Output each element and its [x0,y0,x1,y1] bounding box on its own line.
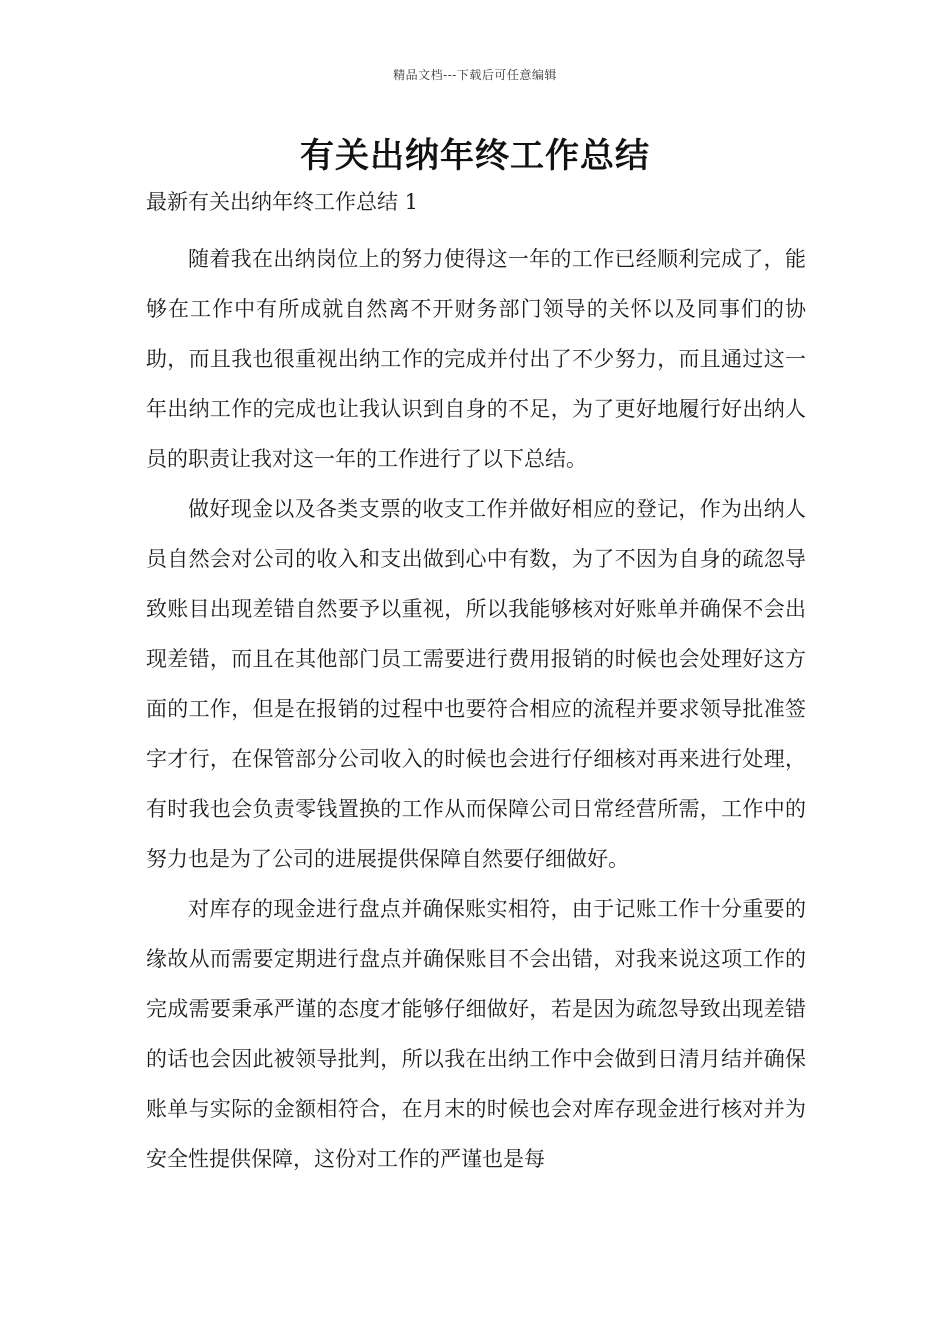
paragraph-1: 随着我在出纳岗位上的努力使得这一年的工作已经顺利完成了，能够在工作中有所成就自然离不开财务部门领导的关怀以及同事们的协助，而且我也很重视出纳工作的完成并付出了不少努力，而且通过这一年出纳工作的完成也让我认识到自身的不足，为了更好地履行好出纳人员的职责让我对这一年的工作进行了以下总结。 [146,247,806,471]
paragraph-2: 做好现金以及各类支票的收支工作并做好相应的登记，作为出纳人员自然会对公司的收入和支出做到心中有数，为了不因为自身的疏忽导致账目出现差错自然要予以重视，所以我能够核对好账单并确保不会出现差错，而且在其他部门员工需要进行费用报销的时候也会处理好这方面的工作，但是在报销的过程中也要符合相应的流程并要求领导批准签字才行，在保管部分公司收入的时候也会进行仔细核对再来进行处理，有时我也会负责零钱置换的工作从而保障公司日常经营所需，工作中的努力也是为了公司的进展提供保障自然要仔细做好。 [146,497,806,871]
document-title: 有关出纳年终工作总结 [300,136,650,176]
header-note: 精品文档---下载后可任意编辑 [393,68,557,82]
paragraph-3: 对库存的现金进行盘点并确保账实相符，由于记账工作十分重要的缘故从而需要定期进行盘点并确保账目不会出错，对我来说这项工作的完成需要秉承严谨的态度才能够仔细做好，若是因为疏忽导致出现差错的话也会因此被领导批判，所以我在出纳工作中会做到日清月结并确保账单与实际的金额相符合，在月末的时候也会对库存现金进行核对并为安全性提供保障，这份对工作的严谨也是每 [146,897,806,1171]
document-subtitle: 最新有关出纳年终工作总结 1 [146,190,419,214]
document-body [146,234,806,1184]
